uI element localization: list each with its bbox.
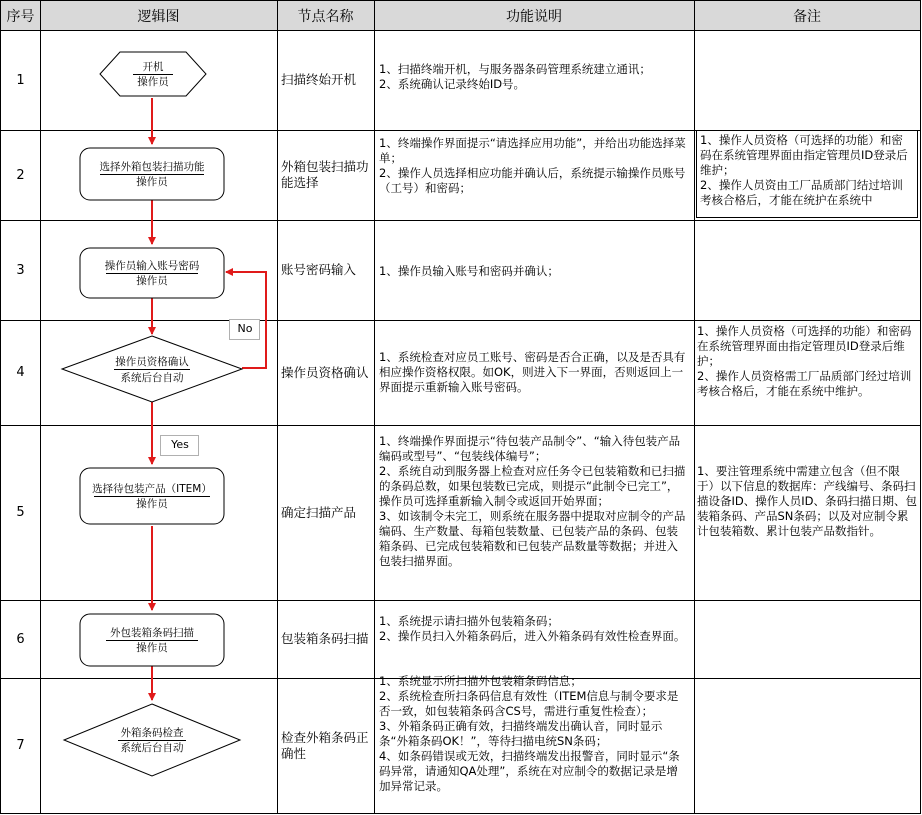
login-title: 操作员输入账号密码 <box>104 260 200 272</box>
row-5-index: 5 <box>16 505 25 520</box>
row-4-remarks: 1、操作人员资格（可选择的功能）和密码在系统管理界面由指定管理员ID登录后维护； 2、操作人员资格需工厂品质部门经过培训考核合格后，才能在系统中维护。 <box>697 324 912 398</box>
row-5-description: 1、终端操作界面提示“待包装产品制令”、“输入待包装产品编码或型号”、“包装线体编号”； 2、系统自动到服务器上检查对应任务令已包装箱数和已扫描的条码总数，如果包装数已完成，则提示“此制令已完工”，操作员可选择重新输入制令或返回开始界面； 3、如该制令未完工，则系统在服务器中提取对应制令的产品编码、生产数量、每箱包装数量、已包装产品的条码、包装箱条码、已完成包装箱数和已包装产品数量等数据；并进入包装扫描界面。 <box>379 434 686 568</box>
select-function-title: 选择外箱包装扫描功能 <box>99 161 205 173</box>
select-item-role: 操作员 <box>136 498 168 510</box>
row-4-description: 1、系统检查对应员工账号、密码是否合正确，以及是否具有相应操作资格权限。如OK，则进入下一界面，否则返回上一界面提示重新输入账号密码。 <box>379 350 686 394</box>
yes-label: Yes <box>171 438 189 451</box>
header-node-name: 节点名称 <box>277 1 374 30</box>
row-6-index: 6 <box>16 631 25 647</box>
row-1-node-name: 扫描终始开机 <box>281 72 357 87</box>
scan-box-role: 操作员 <box>136 642 168 654</box>
header-index: 序号 <box>1 1 40 30</box>
row-1-index: 1 <box>16 72 25 88</box>
table-grid <box>1 1 921 814</box>
start-node-role: 操作员 <box>137 76 169 88</box>
select-function-role: 操作员 <box>136 176 168 188</box>
login-role: 操作员 <box>136 275 168 287</box>
row-5-node-name: 确定扫描产品 <box>281 504 357 520</box>
row-2-description: 1、终端操作界面提示“请选择应用功能”，并给出功能选择菜单； 2、操作人员选择相应功能并确认后，系统提示输操作员账号（工号）和密码； <box>379 136 686 195</box>
header-diagram: 逻辑图 <box>40 1 277 30</box>
row-7-node-name: 检查外箱条码正确性 <box>281 729 369 761</box>
no-label: No <box>237 322 253 335</box>
row-5-remarks: 1、要注管理系统中需建立包含（但不限于）以下信息的数据库：产线编号、条码扫描设备ID、操作人员ID、条码扫描日期、包装箱条码、产品SN条码；以及对应制令累计包装箱数、累计包装产品数指针。 <box>697 464 917 538</box>
row-7-description: 1、系统显示所扫描外包装箱条码信息； 2、系统检查所扫条码信息有效性（ITEM信息与制令要求是否一致，如包装箱条码含CS号，需进行重复性检查）； 3、外箱条码正确有效，扫描终端发出确认音，同时显示条“外箱条码OK！”，等待扫描电统SN条码； 4、如条码错误或无效，扫描终端发出报警音，同时显示“条码异常，请通知QA处理”，系统在对应制令的数据记录是增加异常记录。 <box>379 674 680 793</box>
row-2-index: 2 <box>16 167 25 183</box>
row-3-node-name: 账号密码输入 <box>281 262 357 277</box>
row-2-remarks: 1、操作人员资格（可选择的功能）和密码在系统管理界面由指定管理员ID登录后维护； 2、操作人员资由工厂品质部门结过培训考核合格后，才能在统护在系统中 <box>696 130 918 218</box>
start-node-title: 开机 <box>142 61 164 73</box>
row-6-description: 1、系统提示请扫描外包装箱条码； 2、操作员扫入外箱条码后，进入外箱条码有效性检查界面。 <box>379 614 686 643</box>
select-item-title: 选择待包装产品（ITEM） <box>92 483 212 495</box>
row-6-node-name: 包装箱条码扫描 <box>281 631 369 646</box>
verify-title: 操作员资格确认 <box>115 356 189 368</box>
scan-box-title: 外包装箱条码扫描 <box>110 627 194 639</box>
verify-role: 系统后台自动 <box>120 372 184 384</box>
row-3-index: 3 <box>16 262 25 278</box>
check-box-title: 外箱条码检查 <box>120 727 184 739</box>
header-description: 功能说明 <box>374 1 694 30</box>
row-2-node-name: 外箱包装扫描功能选择 <box>281 159 369 190</box>
check-box-role: 系统后台自动 <box>120 742 184 754</box>
row-7-index: 7 <box>16 738 25 753</box>
row-4-node-name: 操作员资格确认 <box>281 364 369 380</box>
row-4-index: 4 <box>16 365 25 380</box>
row-1-description: 1、扫描终端开机，与服务器条码管理系统建立通讯； 2、系统确认记录终始ID号。 <box>379 62 651 91</box>
header-remarks: 备注 <box>694 1 920 30</box>
row-3-description: 1、操作员输入账号和密码并确认； <box>379 264 559 278</box>
